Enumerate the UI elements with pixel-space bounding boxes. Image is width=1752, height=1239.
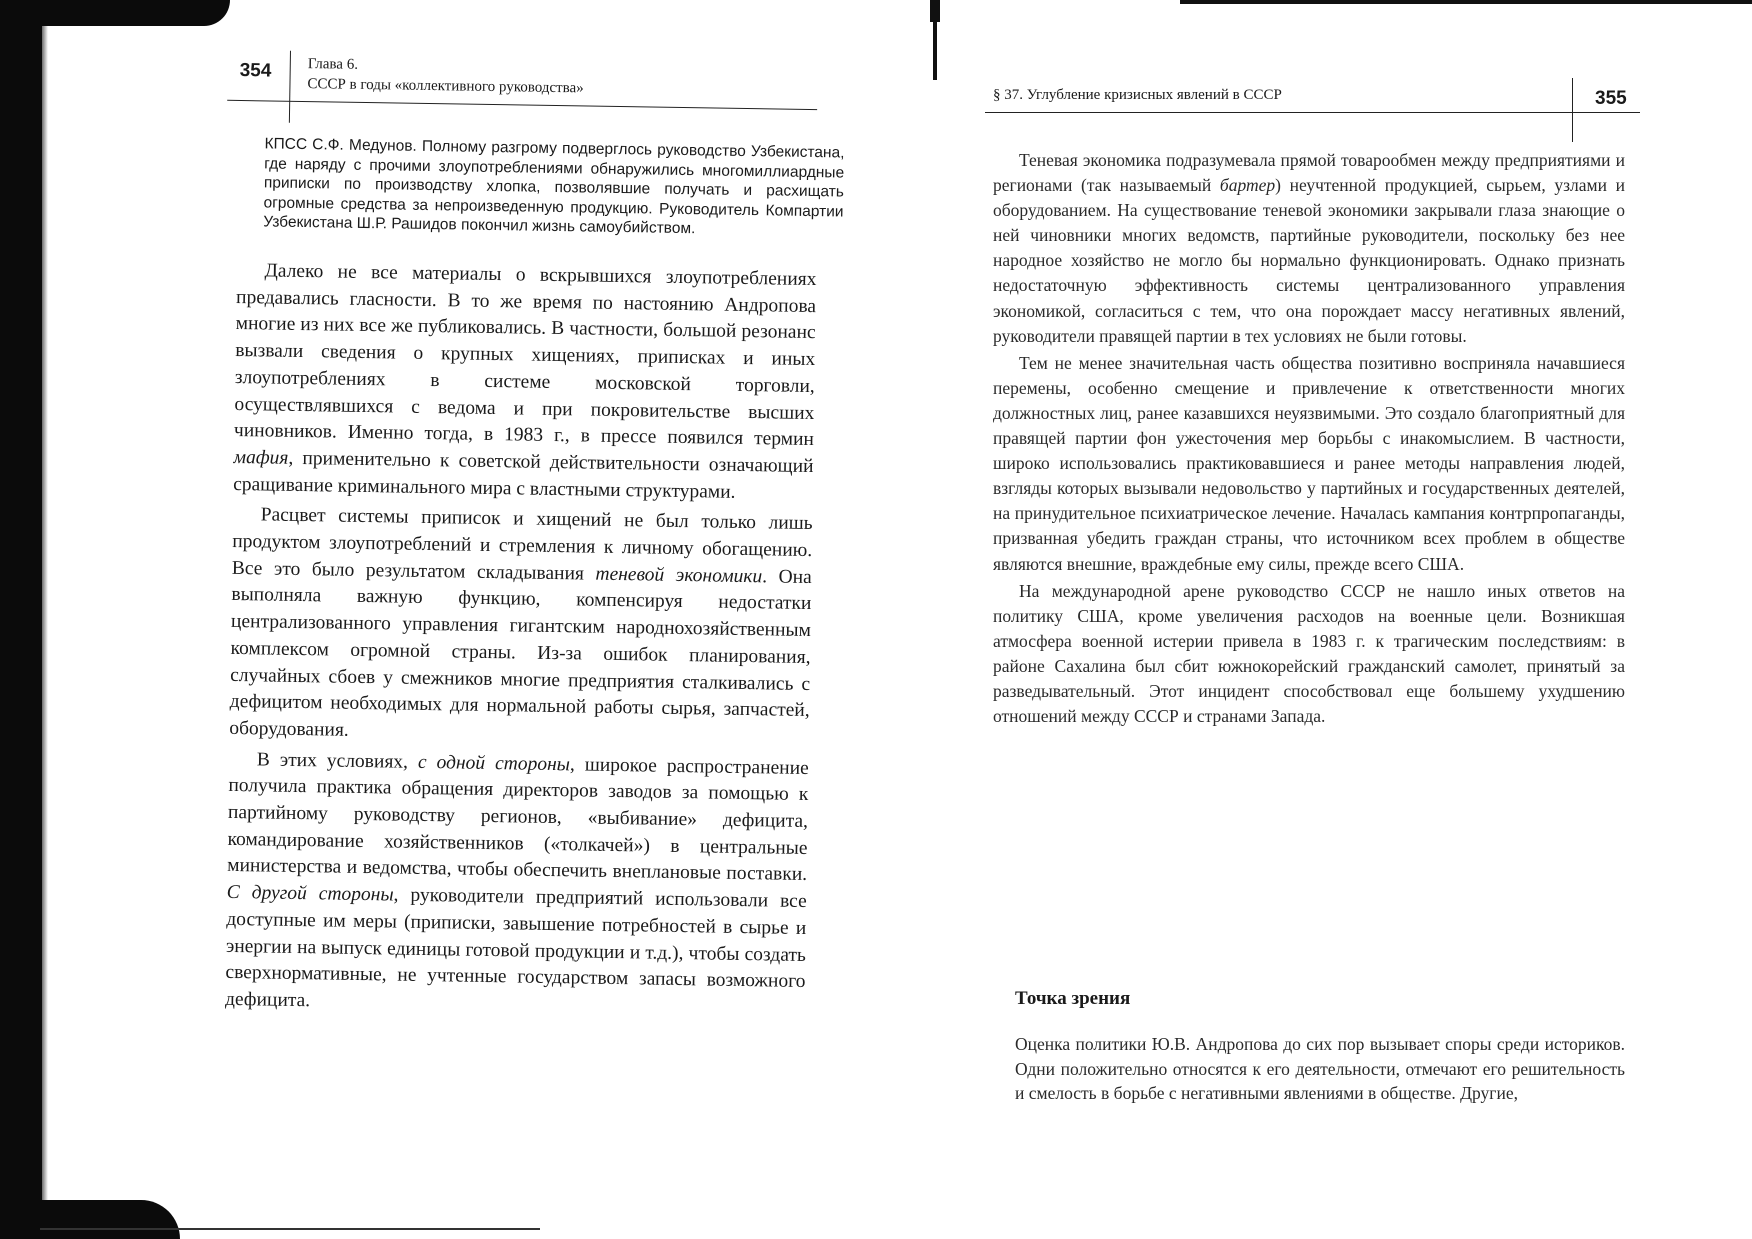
scan-dark-corner-bottom (40, 1200, 180, 1239)
left-body-text (225, 258, 817, 1023)
term-mafia: мафия (233, 446, 289, 469)
header-divider-vertical (1572, 78, 1573, 142)
left-page-number: 354 (239, 59, 272, 82)
chapter-title: СССР в годы «коллективного руководства» (307, 76, 584, 97)
paragraph: В этих условиях, с одной стороны, широкое распространение получила практика обращения директоров заводов за помощью к партийному руководству регионов, «выбивание» дефицита, командирование хозяйственников («толкачей») в центральные министерства и ведомства, чтобы обеспечить внеплановые поставки. С другой стороны, руководители предприятий использовали все доступные им меры (приписки, завышение потребностей в сырье и энергии на выпуск единицы готовой продукции и т.д.), чтобы создать сверхнормативные, не учтенные государством запасы возможного дефицита. (224, 749, 809, 1012)
section-heading-viewpoint: Точка зрения (1015, 988, 1131, 1009)
right-page (985, 70, 1640, 1220)
paragraph: Далеко не все материалы о вскрывшихся злоупотреблениях предавались гласности. В то же время по настоянию Андропова многие из них все же публиковались. В частности, большой резонанс вызвали сведения о крупных хищениях, приписках и иных злоупотреблениях в системе московской торговли, осуществлявшихся с ведома и при покровительстве высших чиновников. Именно тогда, в 1983 г., в прессе появился термин мафия, применительно к советской действительности означающий сращивание криминального мира с властными структурами. (233, 260, 817, 503)
paragraph: Расцвет системы приписок и хищений не был только лишь продуктом злоупотреблений и стремления к личному обогащению. Все это было результатом складывания теневой экономики. Она выполняла важную функцию, компенсируя недостатки централизованного управления гигантским народнохозяйственным комплексом огромной страны. Из-за ошибок планирования, случайных сбоев у смежников многие предприятия сталкивались с дефицитом необходимых для нормальной работы сырья, запчастей, оборудования. (229, 504, 813, 741)
scan-bottom-edge (40, 1228, 540, 1230)
right-body-text (993, 148, 1625, 729)
right-page-header (985, 70, 1640, 132)
scan-dark-edge-left (0, 0, 42, 1239)
section-header-title: § 37. Углубление кризисных явлений в СССР (993, 87, 1282, 103)
right-page-number: 355 (1595, 88, 1627, 109)
paragraph: На международной арене руководство СССР не нашло иных ответов на политику США, кроме увеличения расходов на военные цели. Возникшая атмосфера военной истерии привела в 1983 г. к трагическим последствиям: в районе Сахалина был сбит южнокорейский гражданский самолет, принятый за разведывательный. Этот инцидент способствовал еще большему ухудшению отношений между СССР и странами Запада. (993, 580, 1625, 727)
book-gutter-mark-top (930, 0, 940, 22)
paragraph: Теневая экономика подразумевала прямой товарообмен между предприятиями и регионами (так называемый бартер) неучтенной продукцией, сырьем, узлами и оборудованием. На существование теневой экономики закрывали глаза знающие о ней чиновники многих ведомств, партийные руководители, поскольку без нее народное хозяйство не могло бы нормально функционировать. Однако признать недостаточную эффективность системы централизованного управления экономикой, согласиться с тем, что она порождает массу негативных явлений, руководители правящей партии в тех условиях не были готовы. (993, 150, 1625, 346)
paragraph: Тем не менее значительная часть общества позитивно восприняла начавшиеся перемены, особенно смещение и привлечение к ответственности многих должностных лиц, ранее казавшихся неуязвимыми. Это создало благоприятный для правящей партии фон ужесточения мер борьбы с инакомыслием. В частности, широко использовались практиковавшиеся и ранее методы направления людей, взгляды которых вызывали недовольство у партийных и государственных деятелей, на принудительное психиатрическое лечение. Началась кампания контрпропаганды, призванная убедить граждан страны, что источником всех проблем в обществе являются внешние, враждебные ему силы, прежде всего США. (993, 352, 1625, 574)
chapter-label: Глава 6. (307, 56, 359, 73)
scan-top-edge-right (1180, 0, 1752, 4)
viewpoint-text: Оценка политики Ю.В. Андропова до сих пор вызывает споры среди историков. Одни положительно относятся к его деятельности, отмечают его решительность и смелость в борьбе с негативными явлениями в обществе. Другие, (1015, 1034, 1625, 1103)
header-divider-vertical (289, 51, 291, 123)
left-page-header (239, 50, 920, 123)
header-rule (227, 100, 817, 110)
scan-dark-corner-top (40, 0, 230, 26)
term-shadow-economy: теневой экономики (595, 563, 763, 588)
term-barter: бартер (1219, 175, 1276, 196)
intro-paragraph: КПСС С.Ф. Медунов. Полному разгрому подверглось руководство Узбекистана, где наряду с прочими злоупотреблениями обнаружились многомиллиардные приписки по производству хлопка, позволявшие получать и расхищать огромные средства за непроизведенную продукцию. Руководитель Компартии Узбекистана Ш.Р. Рашидов покончил жизнь самоубийством. (263, 135, 845, 238)
left-page (222, 50, 920, 1231)
header-rule (985, 112, 1640, 113)
